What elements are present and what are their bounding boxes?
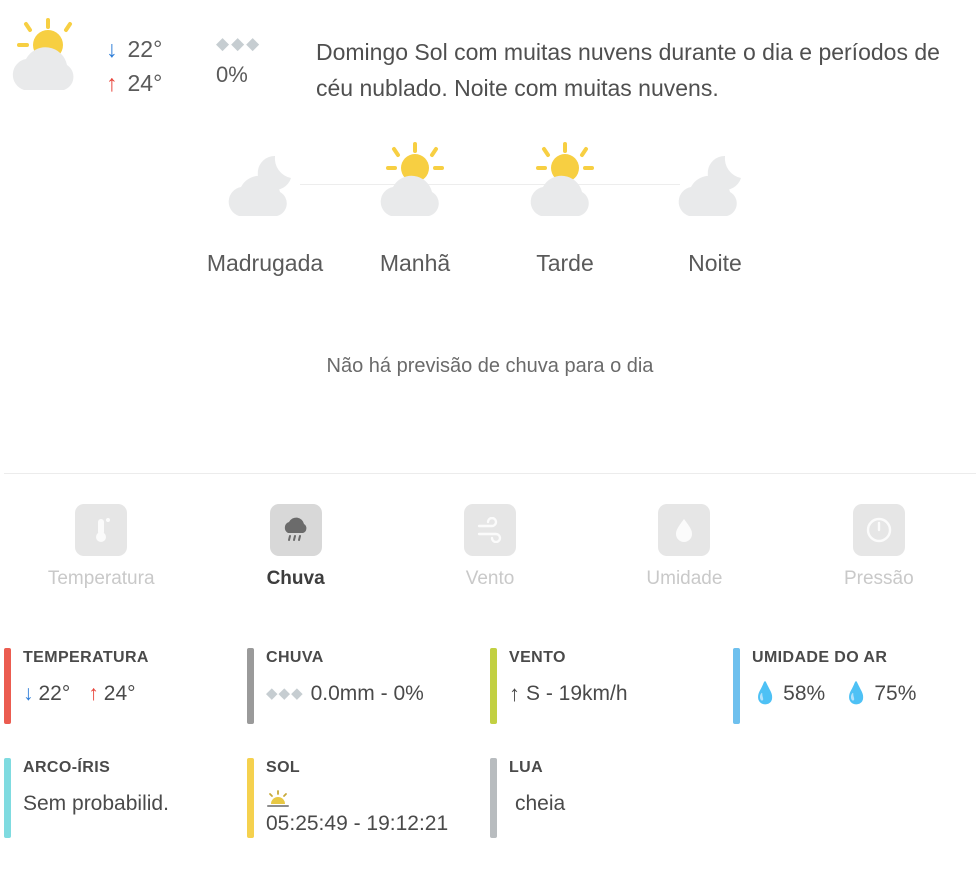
card-accent-bar	[490, 648, 497, 724]
temp-max-value: 24°	[103, 682, 136, 705]
tab-label: Temperatura	[47, 568, 155, 589]
card-value: cheia	[515, 792, 566, 815]
card-arco-iris	[4, 758, 247, 838]
rain-cloud-icon	[270, 504, 322, 556]
arrow-up-icon: ↑	[106, 70, 118, 96]
arrow-down-icon: ↓	[106, 36, 118, 62]
sunrise-sunset-icon	[266, 790, 290, 810]
card-title: ARCO-ÍRIS	[23, 759, 111, 776]
card-accent-bar	[247, 758, 254, 838]
tab-label: Umidade	[646, 568, 723, 589]
card-accent-bar	[490, 758, 497, 838]
droplet-icon	[658, 504, 710, 556]
card-value	[509, 680, 628, 708]
card-temperatura	[4, 648, 247, 724]
summary-temperatures	[106, 18, 216, 100]
rain-drops-icon: ◆◆◆	[216, 34, 262, 53]
card-value	[266, 680, 424, 708]
card-accent-bar	[247, 648, 254, 724]
card-accent-bar	[4, 648, 11, 724]
card-title: VENTO	[509, 649, 566, 666]
droplet-blue-icon: 💧	[752, 682, 779, 705]
card-sol	[247, 758, 490, 838]
sun-times-value: 05:25:49 - 19:12:21	[266, 812, 449, 835]
card-title: SOL	[266, 759, 301, 776]
temp-max-row	[106, 66, 216, 100]
temp-min-value: 22°	[38, 682, 71, 705]
arrow-up-icon: ↑	[88, 682, 99, 705]
card-title: TEMPERATURA	[23, 649, 149, 666]
period-label: Tarde	[536, 250, 594, 276]
card-value	[23, 680, 149, 708]
tab-label: Vento	[465, 568, 515, 589]
temp-max-value: 24°	[127, 70, 163, 96]
card-lua	[490, 758, 733, 838]
period-label: Madrugada	[206, 250, 324, 276]
tab-label: Chuva	[266, 568, 325, 589]
card-value	[266, 790, 476, 838]
temp-min-value: 22°	[127, 36, 163, 62]
tab-vento[interactable]	[393, 504, 587, 590]
daily-summary	[0, 0, 980, 120]
humidity-max-value: 75%	[874, 682, 917, 705]
card-value: Sem probabilid.	[23, 792, 169, 815]
thermometer-icon	[75, 504, 127, 556]
card-vento	[490, 648, 733, 724]
period-noite	[640, 142, 790, 277]
card-chuva	[247, 648, 490, 724]
summary-rain	[216, 18, 316, 88]
rain-probability-value: 0%	[216, 62, 248, 87]
temp-min-row	[106, 32, 216, 66]
card-umidade	[733, 648, 976, 724]
rain-forecast-note: Não há previsão de chuva para o dia	[326, 355, 654, 377]
sun-behind-cloud-icon	[490, 142, 640, 228]
tab-temperatura[interactable]	[4, 504, 198, 590]
detail-cards	[0, 648, 980, 872]
sun-behind-cloud-icon	[6, 18, 106, 104]
wind-value: S - 19km/h	[526, 682, 628, 705]
card-accent-bar	[733, 648, 740, 724]
period-label: Manhã	[379, 250, 451, 276]
arrow-down-icon: ↓	[23, 682, 34, 705]
gauge-icon	[853, 504, 905, 556]
period-tarde	[490, 142, 640, 277]
humidity-min-value: 58%	[783, 682, 826, 705]
period-madrugada	[190, 142, 340, 277]
tab-umidade[interactable]	[587, 504, 781, 590]
card-title: CHUVA	[266, 649, 324, 666]
period-label: Noite	[688, 250, 742, 276]
rain-drops-icon: ◆◆◆	[266, 685, 304, 702]
period-manha	[340, 142, 490, 277]
card-value	[752, 680, 916, 708]
card-title: LUA	[509, 759, 544, 776]
summary-description: Domingo Sol com muitas nuvens durante o dia e períodos de céu nublado. Noite com muitas nuvens.	[316, 39, 940, 101]
wind-icon	[464, 504, 516, 556]
tab-pressao[interactable]	[782, 504, 976, 590]
droplet-red-icon: 💧	[843, 682, 870, 705]
sun-behind-cloud-icon	[340, 142, 490, 228]
tab-label: Pressão	[843, 568, 914, 589]
wind-direction-arrow-icon: ↑	[509, 681, 520, 706]
moon-behind-cloud-icon	[640, 142, 790, 228]
rain-value: 0.0mm - 0%	[310, 682, 424, 705]
period-forecast-strip	[0, 142, 980, 277]
card-title: UMIDADE DO AR	[752, 649, 888, 666]
tab-chuva[interactable]	[198, 504, 392, 590]
card-accent-bar	[4, 758, 11, 838]
metric-tabs[interactable]	[0, 504, 980, 590]
section-divider	[4, 473, 976, 474]
moon-behind-cloud-icon	[190, 142, 340, 228]
